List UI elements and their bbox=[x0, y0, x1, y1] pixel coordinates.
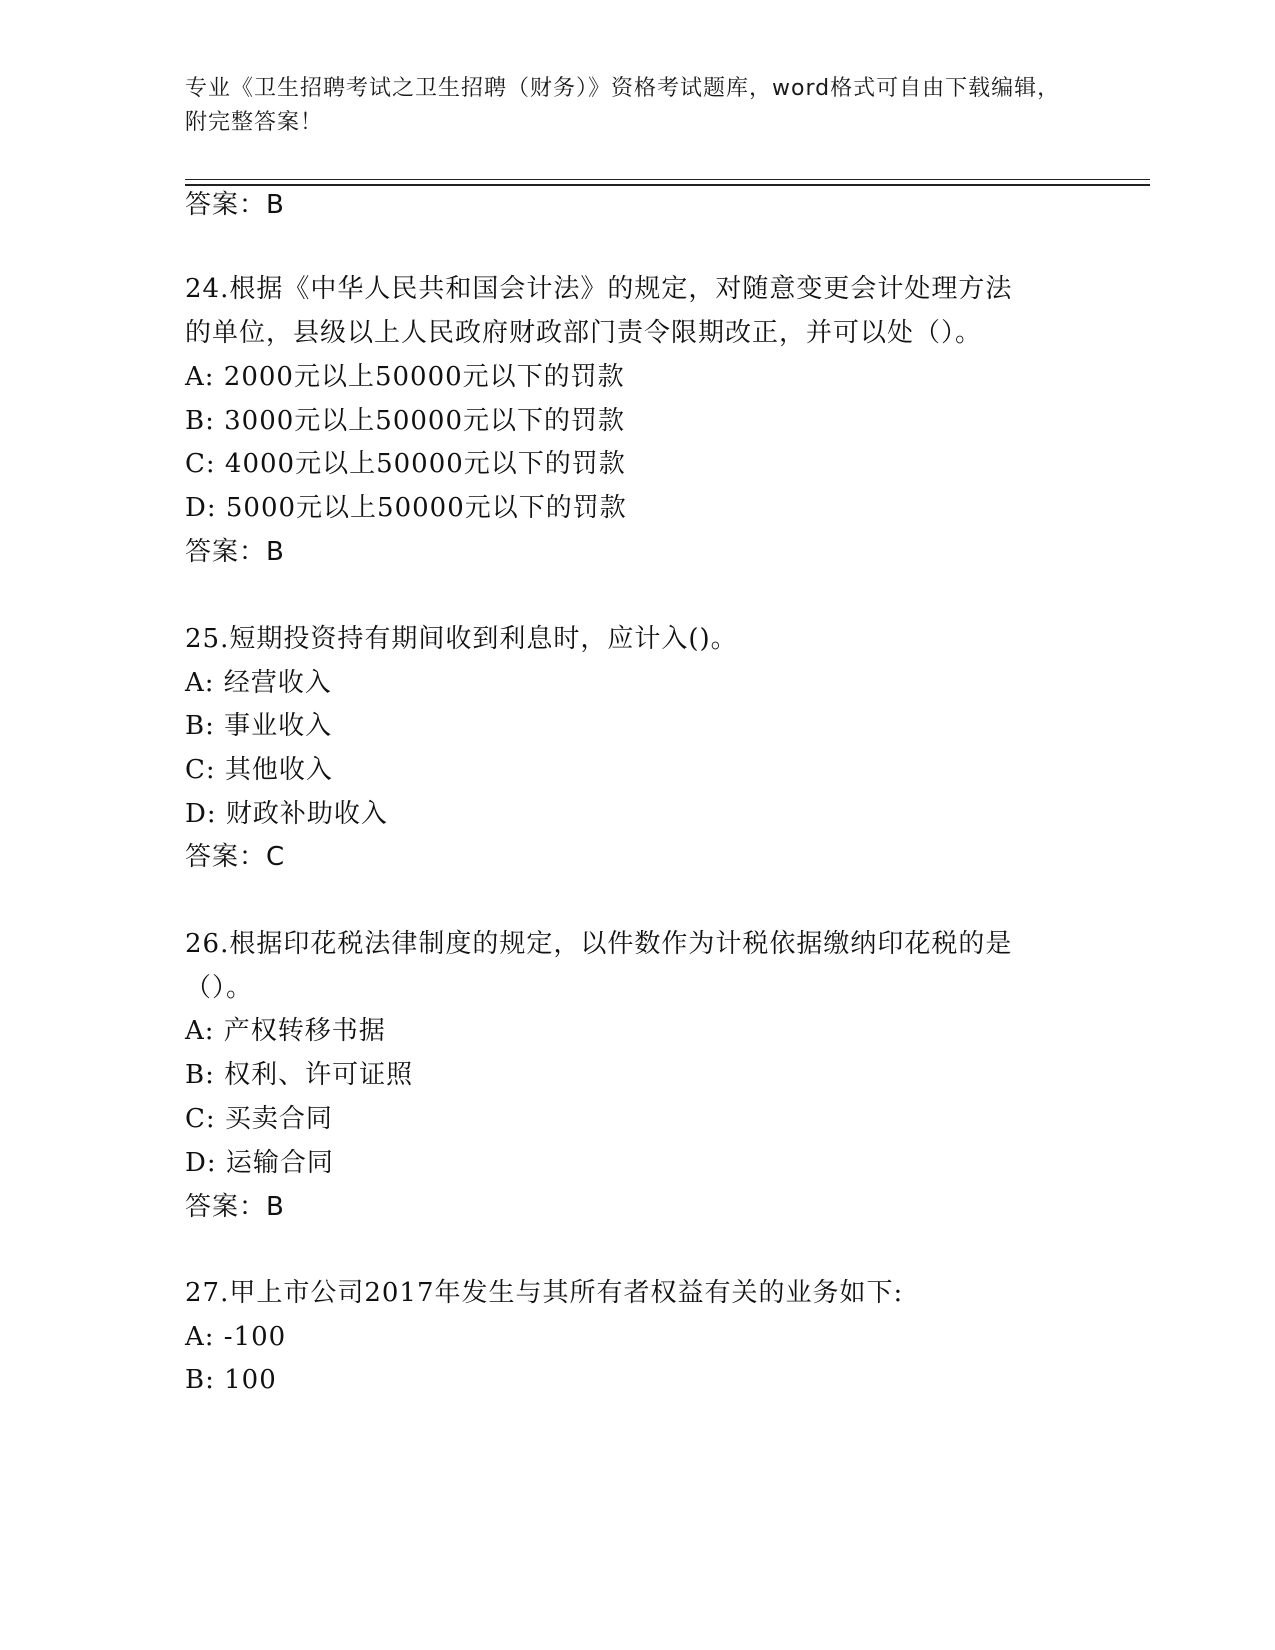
question-24-option-a: A: 2000元以上50000元以下的罚款 bbox=[185, 362, 625, 392]
question-24-option-b: B: 3000元以上50000元以下的罚款 bbox=[185, 406, 626, 436]
question-26-answer: 答案：B bbox=[185, 1192, 285, 1222]
answer-label: 答案：B bbox=[185, 190, 285, 220]
question-26-option-c: C: 买卖合同 bbox=[185, 1104, 333, 1134]
question-26-stem: 26.根据印花税法律制度的规定，以件数作为计税依据缴纳印花税的是 bbox=[185, 929, 1013, 959]
question-24-option-d: D: 5000元以上50000元以下的罚款 bbox=[185, 493, 627, 523]
question-27-option-b: B: 100 bbox=[185, 1365, 277, 1395]
question-27-option-a: A: -100 bbox=[185, 1322, 287, 1352]
question-26-option-b: B: 权利、许可证照 bbox=[185, 1060, 414, 1090]
question-25-option-d: D: 财政补助收入 bbox=[185, 799, 388, 829]
question-26-stem-cont: （）。 bbox=[185, 973, 254, 1003]
question-25-option-a: A: 经营收入 bbox=[185, 668, 332, 698]
question-26-option-d: D: 运输合同 bbox=[185, 1148, 334, 1178]
question-25-option-b: B: 事业收入 bbox=[185, 711, 333, 741]
question-27-stem: 27.甲上市公司2017年发生与其所有者权益有关的业务如下: bbox=[185, 1278, 904, 1308]
question-25-option-c: C: 其他收入 bbox=[185, 755, 333, 785]
question-24-option-c: C: 4000元以上50000元以下的罚款 bbox=[185, 449, 626, 479]
question-25-stem: 25.短期投资持有期间收到利息时，应计入()。 bbox=[185, 624, 738, 654]
header-divider-thick bbox=[185, 184, 1150, 186]
question-24-stem-cont: 的单位，县级以上人民政府财政部门责令限期改正，并可以处（）。 bbox=[185, 318, 983, 348]
question-24-stem: 24.根据《中华人民共和国会计法》的规定，对随意变更会计处理方法 bbox=[185, 274, 1013, 304]
question-26-option-a: A: 产权转移书据 bbox=[185, 1016, 386, 1046]
page-header: 专业《卫生招聘考试之卫生招聘（财务）》资格考试题库，word格式可自由下载编辑，附完整答案！ bbox=[185, 76, 1061, 135]
question-25-answer: 答案：C bbox=[185, 842, 286, 872]
header-divider bbox=[185, 179, 1150, 180]
question-24-answer: 答案：B bbox=[185, 537, 285, 567]
